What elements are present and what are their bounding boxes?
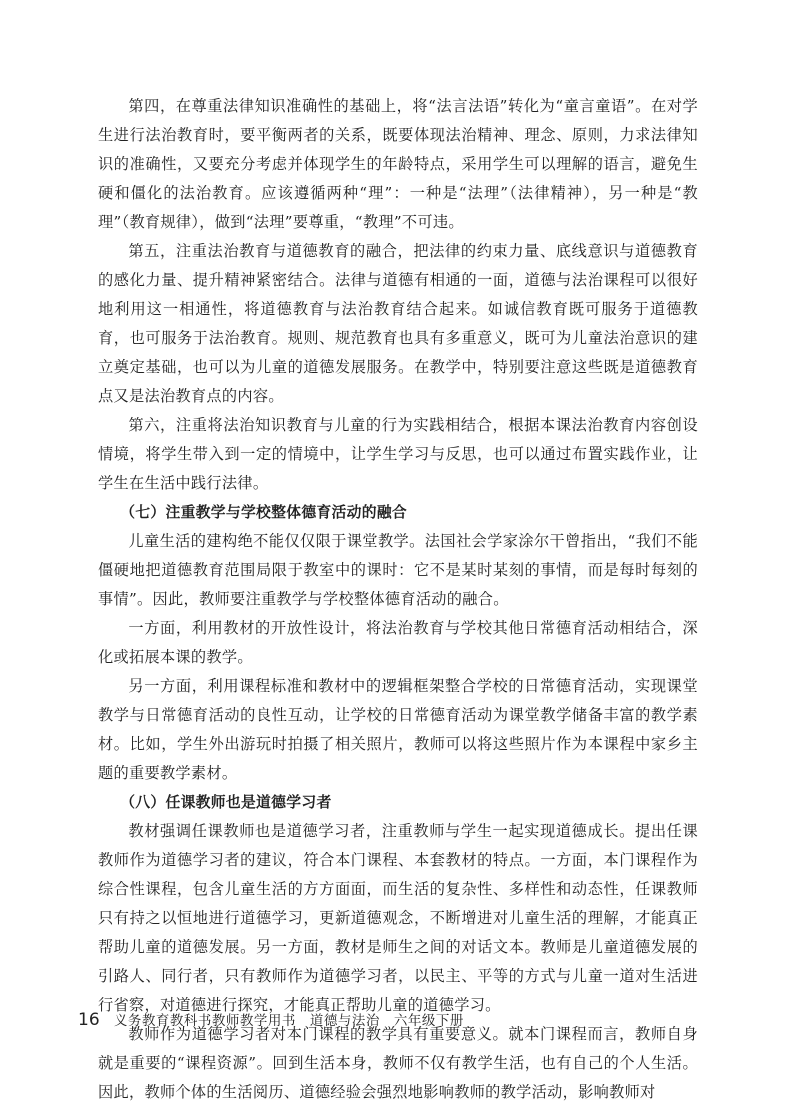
paragraph: 第六，注重将法治知识教育与儿童的行为实践相结合，根据本课法治教育内容创设情境，将学生带入到一定的情境中，让学生学习与反思，也可以通过布置实践作业，让学生在生活中践行法律。: [98, 416, 698, 492]
paragraph: 另一方面，利用课程标准和教材中的逻辑框架整合学校的日常德育活动，实现课堂教学与日常德育活动的良性互动，让学校的日常德育活动为课堂教学储备丰富的教学素材。比如，学生外出游玩时拍摄了相关照片，教师可以将这些照片作为本课程中家乡主题的重要教学素材。: [98, 677, 698, 782]
page-footer: [78, 1009, 464, 1030]
page-number: 16: [78, 1010, 100, 1030]
page-body: [98, 92, 698, 1107]
paragraph: 一方面，利用教材的开放性设计，将法治教育与学校其他日常德育活动相结合，深化或拓展本课的教学。: [98, 619, 698, 666]
paragraph: 第五，注重法治教育与道德教育的融合，把法律的约束力量、底线意识与道德教育的感化力量、提升精神紧密结合。法律与道德有相通的一面，道德与法治课程可以很好地利用这一相通性，将道德教育与法治教育结合起来。如诚信教育既可服务于道德教育，也可服务于法治教育。规则、规范教育也具有多重意义，既可为儿童法治意识的建立奠定基础，也可以为儿童的道德发展服务。在教学中，特别要注意这些既是道德教育点又是法治教育点的内容。: [98, 242, 698, 405]
paragraph: 教材强调任课教师也是道德学习者，注重教师与学生一起实现道德成长。提出任课教师作为道德学习者的建议，符合本门课程、本套教材的特点。一方面，本门课程作为综合性课程，包含儿童生活的方方面面，而生活的复杂性、多样性和动态性，任课教师只有持之以恒地进行道德学习，更新道德观念，不断增进对儿童生活的理解，才能真正帮助儿童的道德发展。另一方面，教材是师生之间的对话文本。教师是儿童道德发展的引路人、同行者，只有教师作为道德学习者，以民主、平等的方式与儿童一道对生活进行省察，对道德进行探究，才能真正帮助儿童的道德学习。: [98, 822, 698, 1014]
paragraph: 儿童生活的建构绝不能仅仅限于课堂教学。法国社会学家涂尔干曾指出，“我们不能僵硬地把道德教育范围局限于教室中的课时：它不是某时某刻的事情，而是每时每刻的事情”。因此，教师要注重教学与学校整体德育活动的融合。: [98, 532, 698, 608]
paragraph: 教师作为道德学习者对本门课程的教学具有重要意义。就本门课程而言，教师自身就是重要的“课程资源”。回到生活本身，教师不仅有教学生活，也有自己的个人生活。因此，教师个体的生活阅历、道德经验会强烈地影响教师的教学活动，影响教师对: [98, 1025, 698, 1101]
section-heading: （八）任课教师也是道德学习者: [120, 794, 332, 811]
section-heading: （七）注重教学与学校整体德育活动的融合: [120, 504, 408, 521]
book-title: 义务教育教科书教师教学用书 道德与法治 六年级下册: [113, 1013, 464, 1029]
paragraph: 第四，在尊重法律知识准确性的基础上，将“法言法语”转化为“童言童语”。在对学生进行法治教育时，要平衡两者的关系，既要体现法治精神、理念、原则，力求法律知识的准确性，又要充分考虑并体现学生的年龄特点，采用学生可以理解的语言，避免生硬和僵化的法治教育。应该遵循两种“理”：一种是“法理”（法律精神），另一种是“教理”（教育规律），做到“法理”要尊重，“教理”不可违。: [98, 97, 698, 231]
